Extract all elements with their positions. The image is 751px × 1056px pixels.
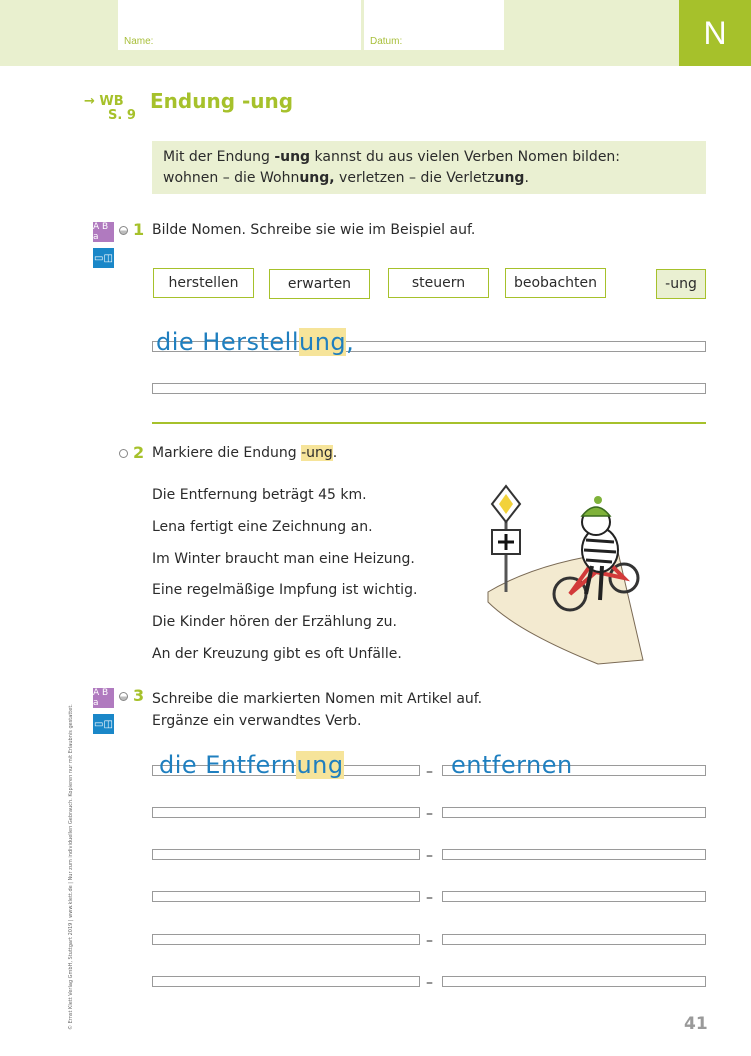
noun-writing-line[interactable] (152, 891, 420, 902)
verb-writing-line[interactable] (442, 976, 706, 987)
row-dash: – (426, 975, 433, 991)
chapter-badge: N (679, 0, 751, 66)
sentence: Im Winter braucht man eine Heizung. (152, 551, 415, 567)
sentence: Lena fertigt eine Zeichnung an. (152, 519, 373, 535)
task-2-instruction (152, 445, 337, 461)
workbook-reference-arrow: → WB (84, 94, 124, 109)
word-box: herstellen (153, 268, 254, 298)
sentence: Eine regelmäßige Impfung ist wichtig. (152, 582, 418, 598)
row-dash: – (426, 848, 433, 864)
rule-bold: ung (494, 170, 525, 186)
example-stem: die Herstell (156, 328, 299, 356)
example-noun-stem: die Entfern (159, 751, 297, 779)
knit-cap (582, 507, 610, 516)
example-comma: , (346, 328, 355, 356)
rule-bold: ung, (299, 170, 335, 186)
instruction-line: Schreibe die markierten Nomen mit Artikel auf. (152, 691, 483, 707)
instruction-text: Markiere die Endung (152, 445, 302, 461)
workbook-reference (84, 95, 136, 123)
verb-writing-line[interactable] (442, 891, 706, 902)
instruction-highlight: -ung (301, 445, 333, 461)
difficulty-empty-icon (119, 449, 128, 458)
example-suffix: ung (299, 328, 347, 356)
example-answer (156, 328, 354, 356)
date-label: Datum: (370, 36, 403, 47)
page-number: 41 (684, 1014, 708, 1034)
verb-writing-line[interactable] (442, 849, 706, 860)
rule-text: Mit der Endung (163, 149, 275, 165)
row-dash: – (426, 764, 433, 780)
task-3-instruction (152, 688, 482, 732)
row-dash: – (426, 890, 433, 906)
blocks-icon: ▭◫ (93, 714, 114, 734)
verb-writing-line[interactable] (442, 807, 706, 818)
sentence: Die Kinder hören der Erzählung zu. (152, 614, 397, 630)
abc-icon: A B a (93, 688, 114, 708)
rule-text: verletzen – die Verletz (334, 170, 495, 186)
rule-line-2 (163, 168, 706, 189)
rule-box (152, 141, 706, 194)
example-noun-suffix: ung (296, 751, 344, 779)
task-2-number: 2 (133, 443, 145, 462)
row-dash: – (426, 806, 433, 822)
name-field[interactable] (118, 0, 361, 50)
word-box: erwarten (269, 269, 370, 299)
rule-line-1 (163, 147, 706, 168)
cap-pompom (594, 496, 602, 504)
row-dash: – (426, 933, 433, 949)
noun-writing-line[interactable] (152, 807, 420, 818)
suffix-box: -ung (656, 269, 706, 299)
example-noun (159, 751, 344, 779)
workbook-reference-page: S. 9 (108, 108, 136, 123)
abc-icon: A B a (93, 222, 114, 242)
example-verb: entfernen (451, 751, 573, 779)
task-3-number: 3 (133, 686, 145, 705)
rule-text: kannst du aus vielen Verben Nomen bilden: (310, 149, 621, 165)
noun-writing-line[interactable] (152, 849, 420, 860)
noun-writing-line[interactable] (152, 976, 420, 987)
task-1-number: 1 (133, 220, 145, 239)
sentence: An der Kreuzung gibt es oft Unfälle. (152, 646, 402, 662)
rule-text: . (524, 170, 529, 186)
word-box: steuern (388, 268, 489, 298)
task-1-instruction: Bilde Nomen. Schreibe sie wie im Beispiel auf. (152, 222, 476, 238)
blocks-icon: ▭◫ (93, 248, 114, 268)
difficulty-half-icon (119, 226, 128, 235)
rule-text: wohnen – die Wohn (163, 170, 300, 186)
verb-writing-line[interactable] (442, 934, 706, 945)
page-title: Endung -ung (150, 89, 294, 113)
rule-bold: -ung (274, 149, 311, 165)
name-label: Name: (124, 36, 154, 47)
date-field[interactable] (364, 0, 504, 50)
word-box: beobachten (505, 268, 606, 298)
writing-line[interactable] (152, 383, 706, 394)
instruction-line: Ergänze ein verwandtes Verb. (152, 713, 362, 729)
copyright-notice: © Ernst Klett Verlag GmbH, Stuttgart 2019 | www.klett.de | Nur zum individuellen Gebrauch. Kopieren nur mit Erlaubnis gestattet. (68, 704, 74, 1030)
zebra-bicycle-illustration (478, 482, 650, 666)
difficulty-half-icon (119, 692, 128, 701)
noun-writing-line[interactable] (152, 934, 420, 945)
sentence: Die Entfernung beträgt 45 km. (152, 487, 367, 503)
section-divider (152, 422, 706, 424)
instruction-text: . (332, 445, 338, 461)
